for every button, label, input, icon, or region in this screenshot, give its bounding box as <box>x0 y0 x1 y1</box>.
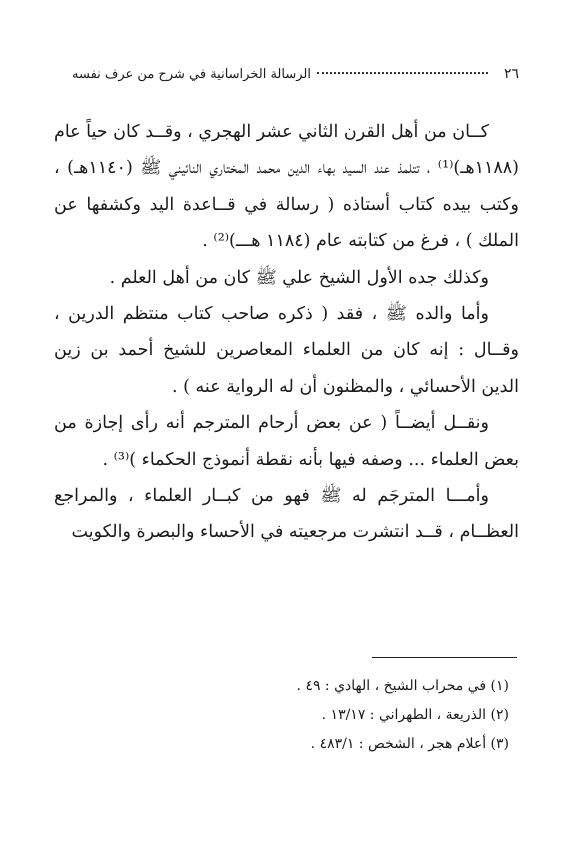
footnote-separator <box>372 657 517 658</box>
footnote-1: (١) في محراب الشيخ ، الهادي : ٤٩ . <box>296 678 509 694</box>
running-title: الرسالة الخراسانية في شرح من عرف نفسه <box>72 67 311 82</box>
footnote-3: (٣) أعلام هجر ، الشخص : ٤٨٣/١ . <box>310 736 509 752</box>
paragraph: كــان من أهل القرن الثاني عشر الهجري ، وقــد كان حياً عام (١١٨٨هـ)⁽¹⁾ ، تتلمذ عند السيد بهاء الدين محمد المختاري النائيني ﷺ (١١٤٠هـ) ، وكتب بيده كتاب أستاذه ( رسالة في قــاعدة اليد وكشفها عن الملك ) ، فرغ من كتابته عام (١١٨٤ هـــ)⁽²⁾ . <box>54 122 519 252</box>
paragraph: وكذلك جده الأول الشيخ علي ﷺ كان من أهل العلم . <box>109 267 489 288</box>
page-header <box>72 62 519 86</box>
paragraph: وأمـــا المترجَم له ﷺ فهو من كبــار العلماء ، والمراجع العظــام ، قــد انتشرت مرجعيته في الأحساء والبصرة والكويت <box>54 486 519 543</box>
footnote-2: (٢) الذريعة ، الطهراني : ١٣/١٧ . <box>321 707 509 723</box>
header-dot-leader <box>317 72 488 74</box>
page-number: ٢٦ <box>503 66 519 82</box>
main-text <box>54 114 519 551</box>
paragraph: ونقــل أيضــاً ( عن بعض أرحام المترجم أنه رأى إجازة من بعض العلماء ... وصفه فيها بأنه نقطة أنموذج الحكماء )⁽³⁾ . <box>54 413 519 470</box>
footnotes <box>54 672 509 759</box>
paragraph: وأما والده ﷺ ، فقد ( ذكره صاحب كتاب منتظم الدرين ، وقــال : إنه كان من العلماء المعاصرين للشيخ أحمد بن زين الدين الأحسائي ، والمظنون أن له الرواية عنه ) . <box>54 304 519 397</box>
